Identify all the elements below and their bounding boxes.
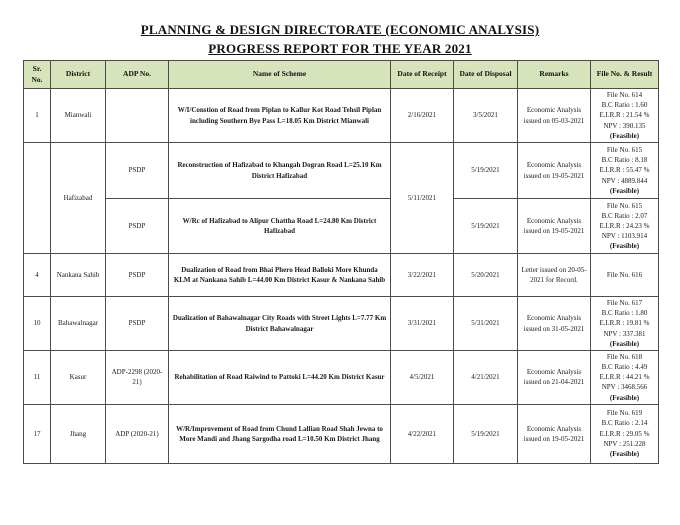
adp-no-cell: ADP (2020-21)	[106, 404, 169, 463]
scheme-cell: Rehabilitation of Road Raiwind to Pattoki L=44.20 Km District Kasur	[169, 351, 391, 405]
file-no: File No. 617	[606, 299, 643, 308]
district-cell: Nankana Sahib	[51, 254, 106, 297]
date-of-receipt-cell: 3/31/2021	[391, 297, 454, 351]
bc-ratio: B.C Ratio : 2.14	[601, 419, 648, 428]
bc-ratio: B.C Ratio : 1.80	[601, 309, 648, 318]
file-no: File No. 619	[606, 409, 643, 418]
feasibility-result: (Feasible)	[609, 131, 640, 140]
table-row	[24, 89, 659, 143]
remarks-cell: Letter issued on 20-05-2021 for Record.	[518, 254, 591, 297]
district-cell: Jhang	[51, 404, 106, 463]
table-row	[24, 297, 659, 351]
date-of-disposal-cell: 5/19/2021	[454, 199, 518, 254]
eirr: E.I.R.R : 44.21 %	[599, 373, 650, 382]
remarks-cell: Economic Analysis issued on 19-05-2021	[518, 143, 591, 199]
adp-no-cell: PSDP	[106, 143, 169, 199]
sr-no-cell: 11	[24, 351, 51, 405]
feasibility-result: (Feasible)	[609, 449, 640, 458]
file-no: File No. 618	[606, 353, 643, 361]
column-header-date-of-disposal: Date of Disposal	[454, 61, 518, 89]
file-no: File No. 616	[606, 270, 643, 279]
eirr: E.I.R.R : 19.81 %	[599, 319, 650, 328]
scheme-cell: Dualization of Road from Bhai Phero Head Balloki More Khunda KLM at Nankana Sahib L=44.00 Km District Kasur & Nankana Sahib	[169, 254, 391, 297]
district-cell: Bahawalnagar	[51, 297, 106, 351]
remarks-cell: Economic Analysis issued on 19-05-2021	[518, 404, 591, 463]
file-result-cell	[591, 89, 659, 143]
date-of-disposal-cell: 3/5/2021	[454, 89, 518, 143]
file-result-cell	[591, 199, 659, 254]
bc-ratio: B.C Ratio : 2.07	[601, 211, 648, 220]
progress-table	[23, 60, 659, 464]
table-row	[24, 143, 659, 199]
sr-no-cell: 17	[24, 404, 51, 463]
date-of-receipt-cell: 2/16/2021	[391, 89, 454, 143]
feasibility-result: (Feasible)	[609, 339, 640, 348]
file-result-cell	[591, 404, 659, 463]
scheme-cell: Dualization of Bahawalnagar City Roads with Street Lights L=7.77 Km District Bahawalnagar	[169, 297, 391, 351]
table-row	[24, 351, 659, 405]
report-title-line1: PLANNING & DESIGN DIRECTORATE (ECONOMIC ANALYSIS)	[140, 22, 540, 37]
date-of-receipt-cell: 3/22/2021	[391, 254, 454, 297]
date-of-receipt-cell: 5/11/2021	[391, 143, 454, 254]
column-header-district: District	[51, 61, 106, 89]
sr-no-cell: 10	[24, 297, 51, 351]
npv: NPV : 337.381	[603, 329, 646, 338]
table-row	[24, 199, 659, 254]
date-of-disposal-cell: 5/31/2021	[454, 297, 518, 351]
remarks-cell: Economic Analysis issued on 21-04-2021	[518, 351, 591, 405]
table-row	[24, 254, 659, 297]
file-no: File No. 615	[606, 201, 643, 210]
sr-no-cell: 4	[24, 254, 51, 297]
adp-no-cell: ADP-2298 (2020-21)	[106, 351, 169, 405]
npv: NPV : 251.228	[603, 439, 646, 448]
file-no: File No. 614	[606, 91, 643, 100]
feasibility-result: (Feasible)	[609, 393, 640, 402]
column-header-date-of-receipt: Date of Receipt	[391, 61, 454, 89]
scheme-cell: W/R/Improvement of Road from Chund Lallian Road Shah Jewna to More Mandi and Jhang Sargodha road L=10.50 Km District Jhang	[169, 404, 391, 463]
npv: NPV : 1103.914	[601, 232, 648, 241]
sr-no-cell: 1	[24, 89, 51, 143]
scheme-cell: W/I/Constion of Road from Piplan to Kallur Kot Road Tehsil Piplan including Southern Bye Pass L=18.05 Km District Mianwali	[169, 89, 391, 143]
eirr: E.I.R.R : 55.47 %	[599, 166, 650, 175]
adp-no-cell: PSDP	[106, 297, 169, 351]
file-result-cell	[591, 351, 659, 405]
feasibility-result: (Feasible)	[609, 242, 640, 251]
report-title-line2: PROGRESS REPORT FOR THE YEAR 2021	[208, 41, 472, 56]
npv: NPV : 4889.844	[601, 176, 648, 185]
sr-no-cell	[24, 143, 51, 254]
district-cell: Mianwali	[51, 89, 106, 143]
adp-no-cell	[106, 89, 169, 143]
table-row	[24, 404, 659, 463]
remarks-cell: Economic Analysis issued on 19-05-2021	[518, 199, 591, 254]
date-of-receipt-cell: 4/5/2021	[391, 351, 454, 405]
npv: NPV : 3468.566	[601, 383, 648, 392]
column-header-remarks: Remarks	[518, 61, 591, 89]
npv: NPV : 390.135	[603, 121, 646, 130]
column-header-name-of-scheme: Name of Scheme	[169, 61, 391, 89]
adp-no-cell: PSDP	[106, 254, 169, 297]
file-result-cell	[591, 297, 659, 351]
scheme-cell: W/Rc of Hafizabad to Alipur Chattha Road L=24.80 Km District Hafizabad	[169, 199, 391, 254]
date-of-disposal-cell: 5/20/2021	[454, 254, 518, 297]
report-title-block	[0, 20, 680, 58]
bc-ratio: B.C Ratio : 8.18	[601, 156, 648, 165]
date-of-disposal-cell: 5/19/2021	[454, 143, 518, 199]
remarks-cell: Economic Analysis issued on 05-03-2021	[518, 89, 591, 143]
remarks-cell: Economic Analysis issued on 31-05-2021	[518, 297, 591, 351]
district-cell: Kasur	[51, 351, 106, 405]
file-no: File No. 615	[606, 146, 643, 155]
feasibility-result: (Feasible)	[609, 186, 640, 195]
header-row	[24, 61, 659, 89]
bc-ratio: B.C Ratio : 1.60	[601, 101, 648, 110]
date-of-disposal-cell: 5/19/2021	[454, 404, 518, 463]
bc-ratio: B.C Ratio : 4.49	[601, 363, 648, 372]
eirr: E.I.R.R : 24.23 %	[599, 221, 650, 230]
date-of-disposal-cell: 4/21/2021	[454, 351, 518, 405]
eirr: E.I.R.R : 21.54 %	[599, 111, 650, 120]
column-header-adp-no: ADP No.	[106, 61, 169, 89]
scheme-cell: Reconstruction of Hafizabad to Khangah Dogran Road L=25.10 Km District Hafizabad	[169, 143, 391, 199]
eirr: E.I.R.R : 29.05 %	[599, 429, 650, 438]
adp-no-cell: PSDP	[106, 199, 169, 254]
column-header-sr-no: Sr. No.	[24, 61, 51, 89]
district-cell: Hafizabad	[51, 143, 106, 254]
date-of-receipt-cell: 4/22/2021	[391, 404, 454, 463]
file-result-cell	[591, 254, 659, 297]
column-header-file-no-result: File No. & Result	[591, 61, 659, 89]
file-result-cell	[591, 143, 659, 199]
